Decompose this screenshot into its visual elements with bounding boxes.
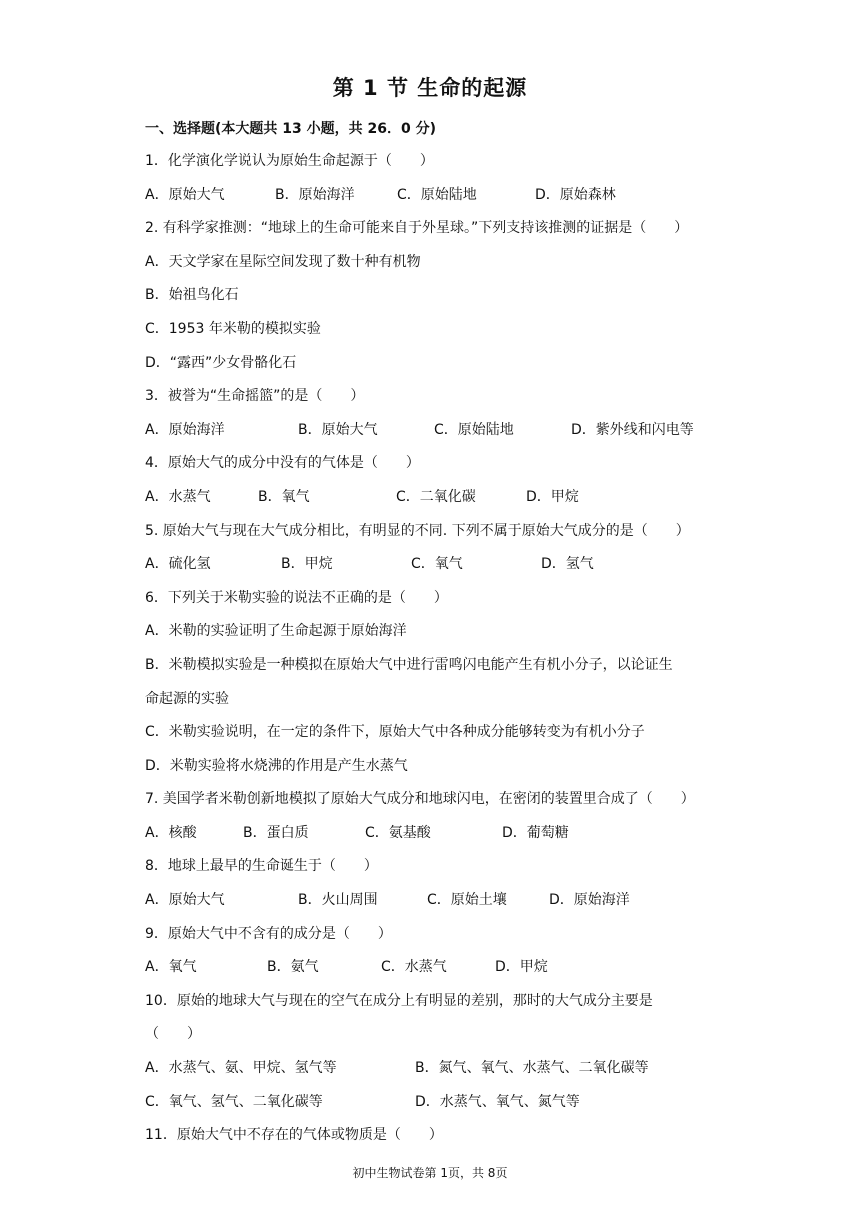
page-footer: 初中生物试卷第 1页，共 8页 bbox=[352, 1166, 508, 1180]
option: C．氧气、氢气、二氧化碳等 bbox=[145, 1093, 323, 1110]
option: C．二氧化碳 bbox=[396, 488, 476, 505]
option: B．氧气 bbox=[258, 488, 310, 505]
question-options bbox=[145, 957, 725, 991]
question-stem: 9．原始大气中不含有的成分是（ ） bbox=[145, 925, 392, 942]
question-stem: 10．原始的地球大气与现在的空气在成分上有明显的差别，那时的大气成分主要是 bbox=[145, 992, 653, 1009]
question-stem: 4．原始大气的成分中没有的气体是（ ） bbox=[145, 455, 420, 472]
question-options bbox=[145, 823, 725, 857]
option: C．原始陆地 bbox=[397, 186, 477, 203]
question-options bbox=[145, 890, 725, 924]
option: D．水蒸气、氧气、氮气等 bbox=[415, 1093, 580, 1110]
option: B．原始大气 bbox=[298, 421, 378, 438]
option: D．氢气 bbox=[541, 556, 594, 573]
option: A．天文学家在星际空间发现了数十种有机物 bbox=[145, 253, 421, 270]
option-continuation: 命起源的实验 bbox=[145, 690, 229, 707]
option: A．氧气 bbox=[145, 959, 197, 976]
question-list bbox=[145, 151, 725, 1159]
option: A．米勒的实验证明了生命起源于原始海洋 bbox=[145, 623, 407, 640]
option: B．氮气、氧气、水蒸气、二氧化碳等 bbox=[415, 1060, 649, 1077]
option: B．氨气 bbox=[267, 959, 319, 976]
question-options bbox=[145, 1058, 725, 1092]
option: D．原始海洋 bbox=[549, 892, 630, 909]
option: B．火山周围 bbox=[298, 892, 378, 909]
question-options bbox=[145, 420, 725, 454]
question-stem: 2. 有科学家推测：“地球上的生命可能来自于外星球。”下列支持该推测的证据是（ ） bbox=[145, 220, 689, 237]
option: A．核酸 bbox=[145, 824, 197, 841]
question-stem: 1．化学演化学说认为原始生命起源于（ ） bbox=[145, 153, 434, 169]
option: A．水蒸气、氨、甲烷、氢气等 bbox=[145, 1060, 337, 1077]
option: B．蛋白质 bbox=[243, 824, 309, 841]
option: D．紫外线和闪电等 bbox=[571, 421, 694, 438]
option: A．原始大气 bbox=[145, 186, 225, 203]
option: C．氨基酸 bbox=[365, 824, 431, 841]
question-stem-continuation: （ ） bbox=[145, 1026, 201, 1043]
option: B．米勒模拟实验是一种模拟在原始大气中进行雷鸣闪电能产生有机小分子，以论证生 bbox=[145, 656, 673, 673]
option: C．原始土壤 bbox=[427, 892, 507, 909]
option: D．“露西”少女骨骼化石 bbox=[145, 354, 297, 371]
option: D．甲烷 bbox=[526, 488, 579, 505]
option: C．氧气 bbox=[411, 556, 463, 573]
option: C．水蒸气 bbox=[381, 959, 447, 976]
question-options bbox=[145, 185, 725, 219]
question-options bbox=[145, 554, 725, 588]
option: C．米勒实验说明，在一定的条件下，原始大气中各种成分能够转变为有机小分子 bbox=[145, 724, 645, 741]
section-heading: 一、选择题(本大题共 13 小题，共 26．0 分) bbox=[145, 121, 436, 137]
option: D．原始森林 bbox=[535, 186, 616, 203]
question-options bbox=[145, 487, 725, 521]
option: A．原始海洋 bbox=[145, 421, 225, 438]
page-title: 第 1 节 生命的起源 bbox=[332, 76, 528, 100]
option: B．始祖鸟化石 bbox=[145, 287, 239, 304]
option: D．米勒实验将水烧沸的作用是产生水蒸气 bbox=[145, 757, 408, 774]
option: A．硫化氢 bbox=[145, 556, 211, 573]
option: B．甲烷 bbox=[281, 556, 333, 573]
option: C．原始陆地 bbox=[434, 421, 514, 438]
option: B．原始海洋 bbox=[275, 186, 355, 203]
question-stem: 7. 美国学者米勒创新地模拟了原始大气成分和地球闪电，在密闭的装置里合成了（ ） bbox=[145, 791, 695, 808]
option: A．原始大气 bbox=[145, 892, 225, 909]
question-stem: 5. 原始大气与现在大气成分相比，有明显的不同. 下列不属于原始大气成分的是（ ） bbox=[145, 522, 690, 539]
question-stem: 3．被誉为“生命摇篮”的是（ ） bbox=[145, 388, 365, 405]
question-options bbox=[145, 1092, 725, 1126]
question-stem: 8．地球上最早的生命诞生于（ ） bbox=[145, 858, 378, 875]
question-stem: 11．原始大气中不存在的气体或物质是（ ） bbox=[145, 1127, 443, 1144]
option: D．葡萄糖 bbox=[502, 824, 569, 841]
option: C．1953 年米勒的模拟实验 bbox=[145, 320, 321, 337]
question-stem: 6．下列关于米勒实验的说法不正确的是（ ） bbox=[145, 589, 448, 606]
option: A．水蒸气 bbox=[145, 488, 211, 505]
option: D．甲烷 bbox=[495, 959, 548, 976]
